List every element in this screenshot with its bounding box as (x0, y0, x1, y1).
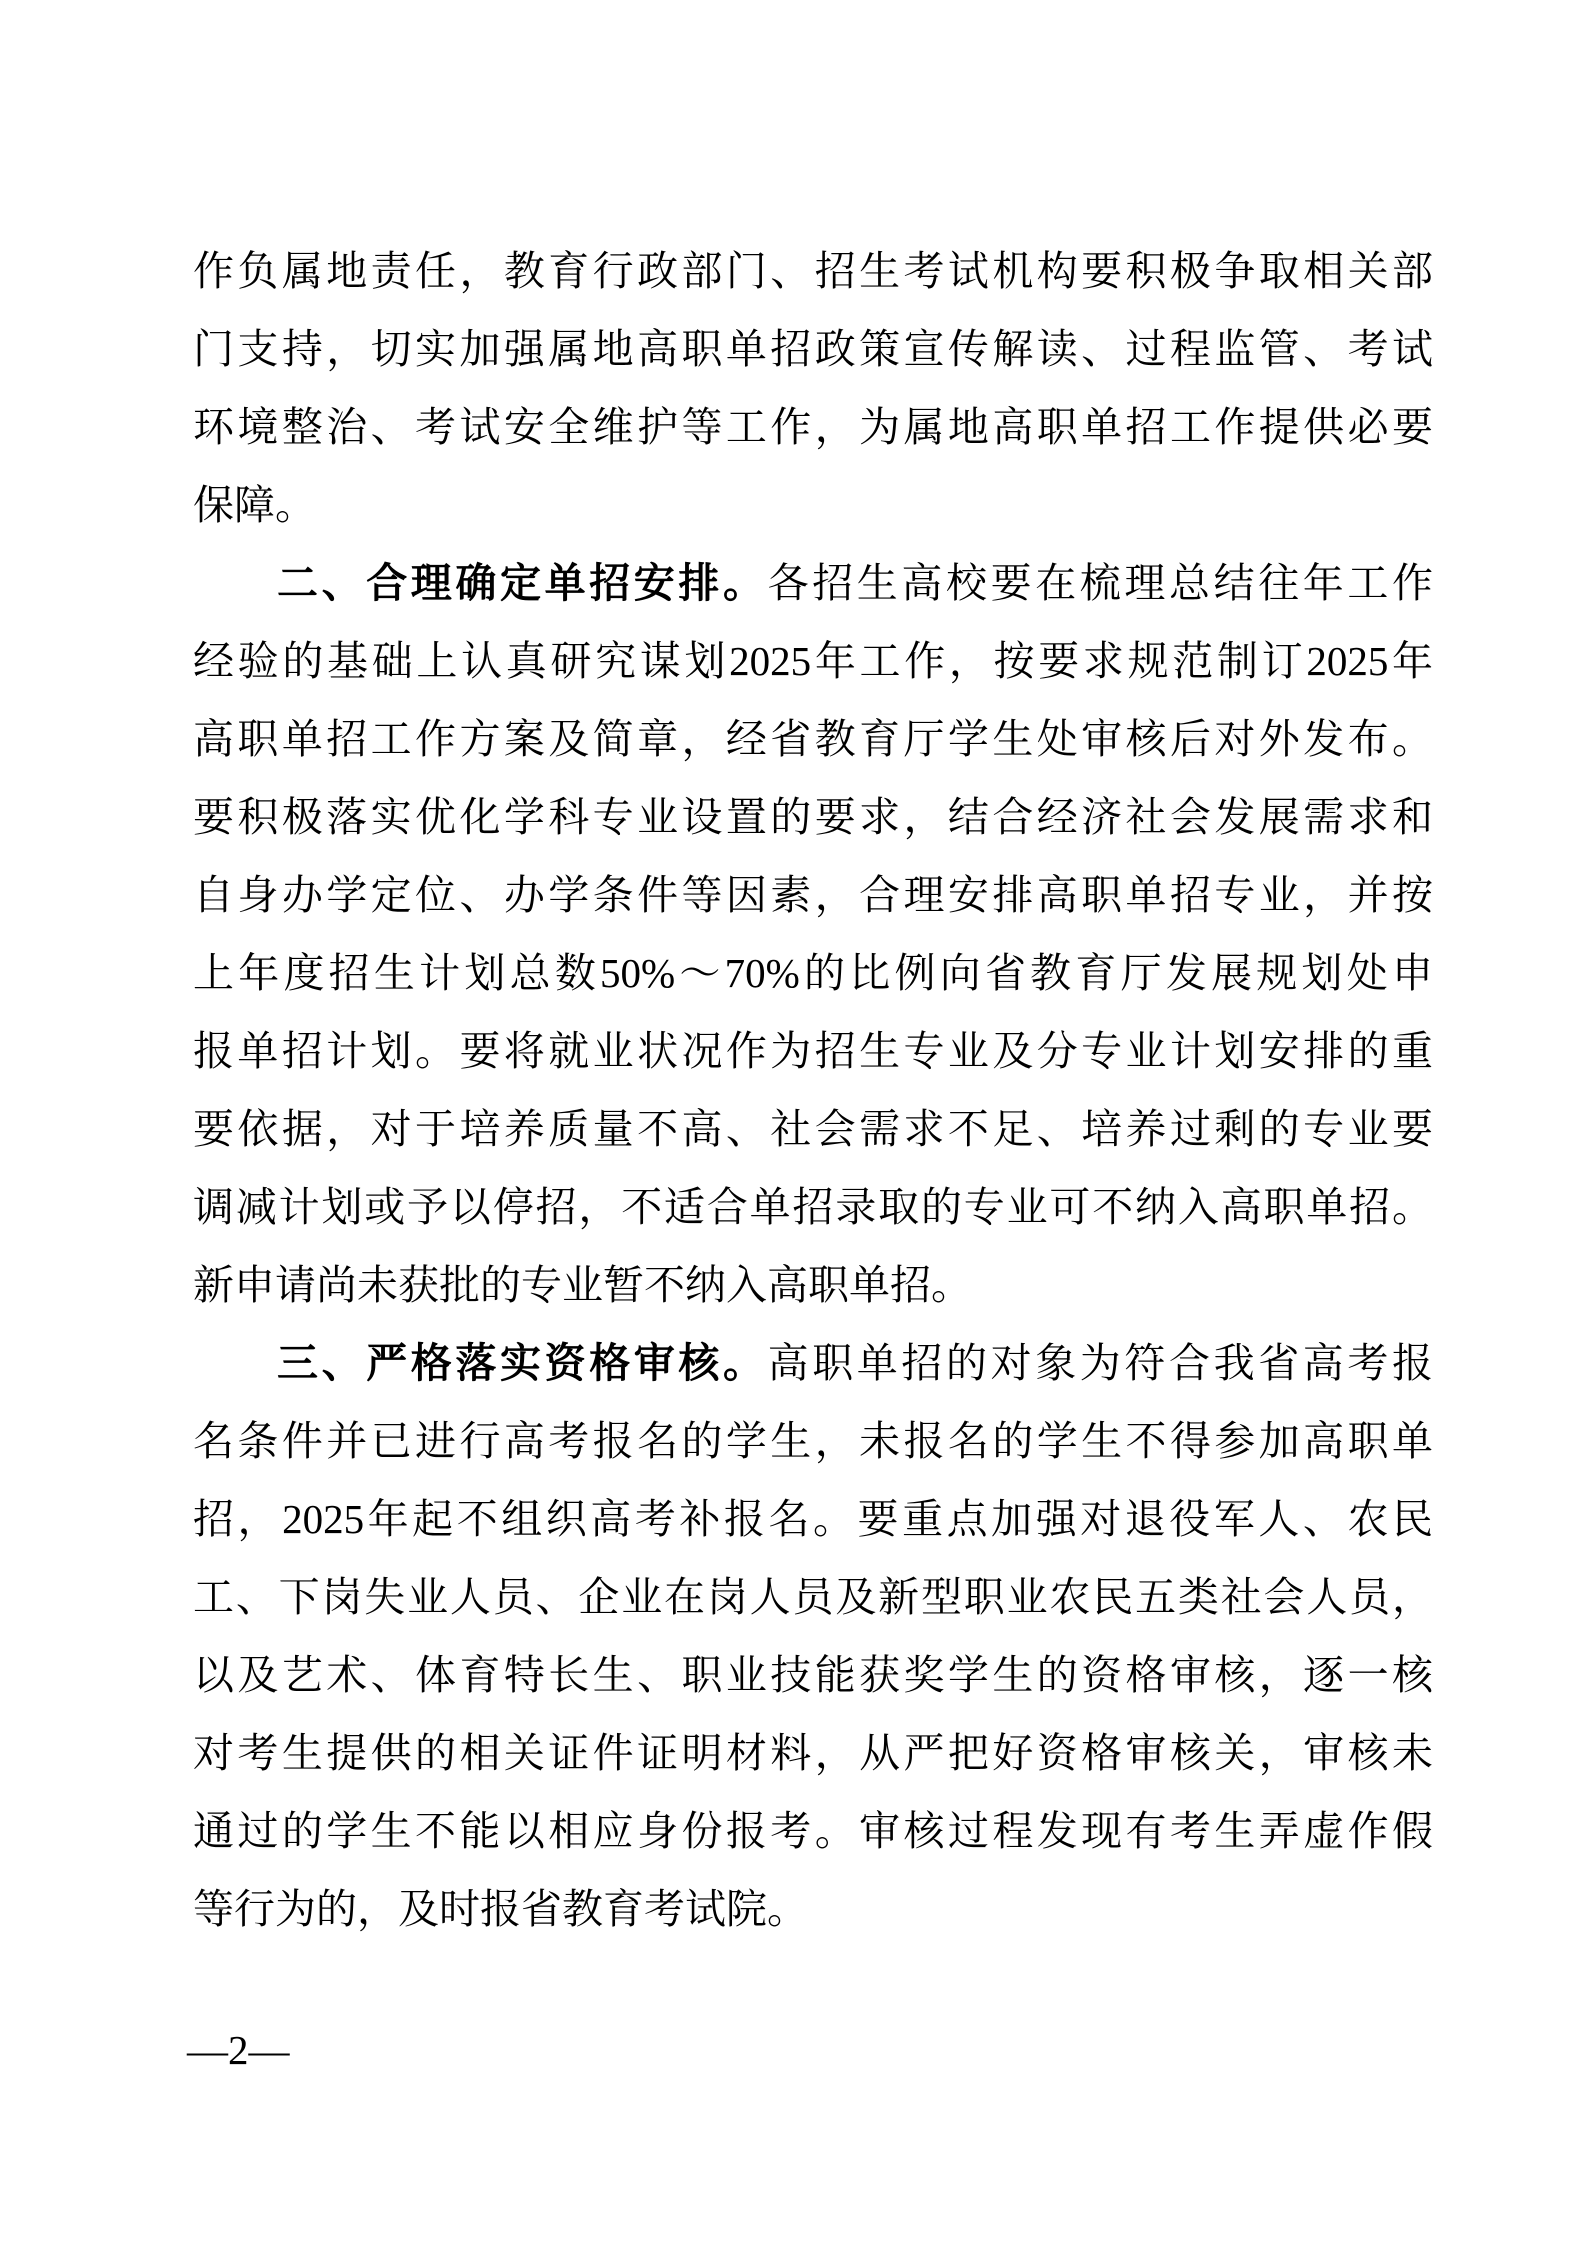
body-text: 报单招计划。要将就业状况作为招生专业及分专业计划安排的重 (193, 1028, 1433, 1074)
text-line (193, 1402, 1433, 1480)
body-text: 等行为的，及时报省教育考试院。 (193, 1886, 808, 1932)
text-line (193, 856, 1433, 934)
text-line (193, 388, 1433, 466)
body-text: 门支持，切实加强属地高职单招政策宣传解读、过程监管、考试 (193, 326, 1433, 372)
text-line (193, 1012, 1433, 1090)
text-line (193, 700, 1433, 778)
page-number: —2— (187, 2027, 290, 2073)
text-line (193, 1324, 1433, 1402)
body-text: 上年度招生计划总数50%～70%的比例向省教育厅发展规划处申 (193, 950, 1433, 996)
section-heading: 二、合理确定单招安排。 (277, 560, 768, 606)
text-line (193, 1090, 1433, 1168)
text-line (193, 1636, 1433, 1714)
body-text: 工、下岗失业人员、企业在岗人员及新型职业农民五类社会人员， (193, 1574, 1433, 1620)
body-text: 调减计划或予以停招，不适合单招录取的专业可不纳入高职单招。 (193, 1184, 1433, 1230)
body-text: 以及艺术、体育特长生、职业技能获奖学生的资格审核，逐一核 (193, 1652, 1433, 1698)
document-body (193, 232, 1433, 1948)
text-line (193, 1558, 1433, 1636)
body-text: 要积极落实优化学科专业设置的要求，结合经济社会发展需求和 (193, 794, 1433, 840)
body-text: 经验的基础上认真研究谋划2025年工作，按要求规范制订2025年 (193, 638, 1433, 684)
text-line (193, 310, 1433, 388)
text-line (193, 232, 1433, 310)
body-text: 环境整治、考试安全维护等工作，为属地高职单招工作提供必要 (193, 404, 1433, 450)
body-text: 新申请尚未获批的专业暂不纳入高职单招。 (193, 1262, 972, 1308)
body-text: 要依据，对于培养质量不高、社会需求不足、培养过剩的专业要 (193, 1106, 1433, 1152)
text-line (193, 466, 1433, 544)
body-text: 名条件并已进行高考报名的学生，未报名的学生不得参加高职单 (193, 1418, 1433, 1464)
body-text: 作负属地责任，教育行政部门、招生考试机构要积极争取相关部 (193, 248, 1433, 294)
body-text: 对考生提供的相关证件证明材料，从严把好资格审核关，审核未 (193, 1730, 1433, 1776)
text-line (193, 1870, 1433, 1948)
text-line (193, 1792, 1433, 1870)
section-heading: 三、严格落实资格审核。 (277, 1340, 768, 1386)
text-line (193, 1714, 1433, 1792)
body-text: 保障。 (193, 482, 316, 528)
text-line (193, 1480, 1433, 1558)
body-text: 招，2025年起不组织高考补报名。要重点加强对退役军人、农民 (193, 1496, 1433, 1542)
body-text: 自身办学定位、办学条件等因素，合理安排高职单招专业，并按 (193, 872, 1433, 918)
text-line (193, 1168, 1433, 1246)
body-text: 高职单招的对象为符合我省高考报 (767, 1340, 1433, 1386)
body-text: 各招生高校要在梳理总结往年工作 (767, 560, 1433, 606)
text-line (193, 778, 1433, 856)
body-text: 通过的学生不能以相应身份报考。审核过程发现有考生弄虚作假 (193, 1808, 1433, 1854)
text-line (193, 1246, 1433, 1324)
text-line (193, 934, 1433, 1012)
text-line (193, 544, 1433, 622)
text-line (193, 622, 1433, 700)
body-text: 高职单招工作方案及简章，经省教育厅学生处审核后对外发布。 (193, 716, 1433, 762)
